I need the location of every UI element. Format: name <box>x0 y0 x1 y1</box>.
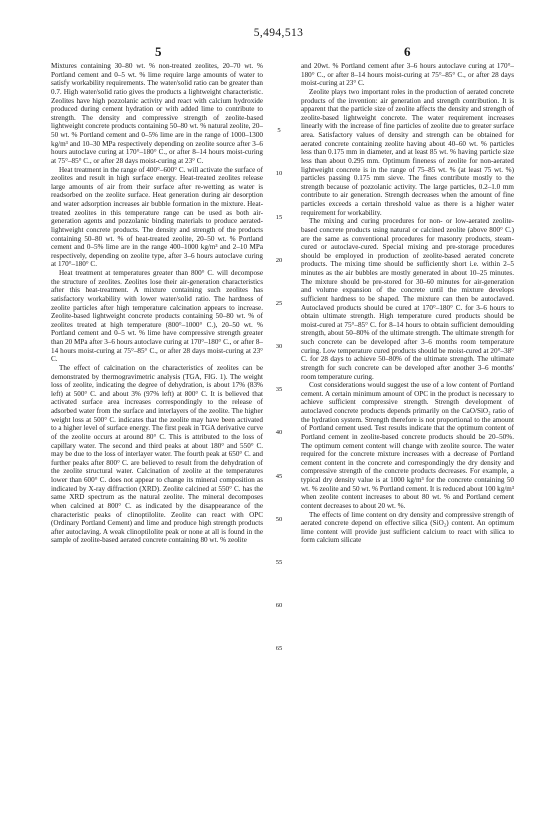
paragraph: The effect of calcination on the characteristics of zeolites can be demonstrated by thermogravimetric analysis (TGA, FIG. 1). The weight loss of zeolite, indicating the degree of dehydration, is about 17% (83% left) at 500° C. and about 3% (97% left) at 800° C. It is believed that activated surface area increases correspondingly to the release of adsorbed water from the surface and interlayers of the zeolite. The higher weight loss at 500° C. indicates that the zeolite may have been activated to a higher level of surface energy. The first peak in TGA derivative curve of the zeolite occurs at around 80° C. This is attributed to the loss of capillary water. The second and third peaks at about 180° and 550° C. may be due to the loss of interlayer water. The fourth peak at 650° C. and further peaks after 800° C. are believed to result from the dehydration of the zeolite structural water. Calcination of zeolite at the temperatures lower than 600° C. does not appear to change its mineral composition as indicated by X-ray diffraction (XRD). Zeolite calcined at 550° C. has the same XRD spectrum as the natural zeolite. The mineral decomposes when calcined at 800° C. as indicated by the disappearance of the characteristic peaks of clinoptilolite. Zeolite can react with OPC (Ordinary Portland Cement) and lime and produce high strength products after autoclaving. A weak clinoptilolite peak or none at all is found in the sample of zeolite-based aerated concrete containing 80 wt. % zeolite <box>51 363 263 545</box>
paragraph: Heat treatment in the range of 400°–600° C. will activate the surface of zeolites and result in high surface energy. Heat-treated zeolites release large amounts of air from their surface after re-wetting as water is readsorbed on the zeolite surface. Heat generation during air desorption and water adsorption increases air bubble formation in the mixture. Heat-treated zeolites in this temperature range can be used as both air-generation agents and pozzolanic binding materials to produce aerated-lightweight concrete products. The density and strength of the products containing 50–80 wt. % of heat-treated zeolite, 20–50 wt. % Portland cement and 0–5% lime are in the range 400–1000 kg/m³ and 2–10 MPa respectively, depending on zeolite type, after 3–6 hours autoclave curing at 170°–180° C. <box>51 165 263 269</box>
line-number: 30 <box>275 343 283 350</box>
line-number: 45 <box>275 473 283 480</box>
line-number: 25 <box>275 300 283 307</box>
left-column <box>51 62 263 545</box>
paragraph: Zeolite plays two important roles in the production of aerated concrete products of the invention: air generation and strength contribution. It is apparent that the particle size of zeolite affects the density and strength of zeolite-based lightweight concrete. The water requirement increases linearly with the increase of fine particles of zeolite due to greater surface area. Satisfactory values of density and strength can be obtained for aerated concrete containing zeolite having about 40–60 wt. % particles less than 0.175 mm in diameter, and at least 85 wt. % having particle size less than about 0.295 mm. Optimum fineness of zeolite for non-aerated lightweight concrete is in the range of 75–85 wt. % (at least 75 wt. %) particles passing 0.175 mm sieve. The fines contribute mostly to the strength because of pozzolanic activity. The large particles, 0.2–1.0 mm contribute to air generation. Strength decreases when the amount of fine particles exceeds a certain threshold value as there is a higher water requirement for workability. <box>301 87 514 217</box>
paragraph: Cost considerations would suggest the use of a low content of Portland cement. A certain minimum amount of OPC in the product is necessary to achieve sufficient compressive strength. Strength development of autoclaved concrete products depends primarily on the CaO/SiO₂ ratio of the hydration system. Strength therefore is not proportional to the amount of Portland cement used. Test results indicate that the optimum content of Portland cement in zeolite-based concrete products should be 20–50%. The optimum cement content will change with zeolite source. The water required for the concrete mixture increases with a decrease of Portland cement content in the concrete and correspondingly the dry density and compressive strength of the concrete products decreases. For example, a typical dry density value is at 1000 kg/m³ for the concrete containing 50 wt. % zeolite and 50 wt. % Portland cement. It is reduced about 100 kg/m³ when zeolite content increases to about 80 wt. % and Portland cement content decreases to about 20 wt. %. <box>301 381 514 510</box>
right-column <box>301 62 514 545</box>
paragraph: Mixtures containing 30–80 wt. % non-treated zeolites, 20–70 wt. % Portland cement and 0–5 wt. % lime require large amounts of water to satisfy workability requirements. The water/solid ratio can be greater than 0.7. High water/solid ratio gives the products a lightweight characteristic. Zeolites have high pozzolanic activity and react with calcium hydroxide produced during cement hydration or with added lime to contribute to strength. The density and compressive strength of zeolite-based lightweight concrete products containing 50–80 wt. % natural zeolite, 20–50 wt. % Portland cement and 0–5% lime are in the range of 1000–1300 kg/m³ and 10–30 MPa respectively depending on zeolite source after 3–6 hours autoclave curing at 170°–180° C., or after 8–14 hours moist-curing at 75°–85° C., or after 28 days moist-curing at 23° C. <box>51 62 263 165</box>
line-number: 65 <box>275 645 283 652</box>
line-number: 15 <box>275 214 283 221</box>
line-number: 60 <box>275 602 283 609</box>
paragraph: The mixing and curing procedures for non- or low-aerated zeolite-based concrete products using natural or calcined zeolite (above 800° C.) are the same as conventional procedures for masonry products, steam-cured or autoclave-cured. Special mixing and pre-storage procedures should be employed in production of zeolite-based aerated concrete products. The mixing time should be sufficiently short i.e. within 2–5 minutes as the air bubbles are mostly generated in about 10–25 minutes. The mixture should be pre-stored for 30–60 minutes for air-generation and volume expansion of the concrete until the mixture develops sufficient hardness to be shaped. The mixture can then be autoclaved. Autoclaved products should be cured at 170°–180° C. for 3–6 hours to obtain ultimate strength. High temperature cured products should be moist-cured at 75°–85° C. for 8–14 hours to obtain sufficient demoulding strength, about 50–80% of the ultimate strength. The ultimate strength for such concrete can be developed after 3–6 months room temperature curing. Low temperature cured products should be moist-cured at 20°–38° C. for 28 days to achieve 50–80% of the ultimate strength. The ultimate strength for such concrete can be developed after another 3–6 months' room temperature curing. <box>301 217 514 381</box>
line-number: 20 <box>275 257 283 264</box>
paragraph: The effects of lime content on dry density and compressive strength of aerated concrete depend on effective silica (SiO₂) content. An optimum lime content will provide just sufficient calcium to react with silica to form calcium silicate <box>301 510 514 545</box>
line-number: 10 <box>275 170 283 177</box>
line-number: 35 <box>275 386 283 393</box>
column-number-right: 6 <box>404 44 411 59</box>
line-number: 50 <box>275 516 283 523</box>
paragraph: and 20wt. % Portland cement after 3–6 hours autoclave curing at 170°–180° C., or after 8–14 hours moist-curing at 75°–85° C., or after 28 days moist-curing at 23° C. <box>301 62 514 88</box>
line-number: 5 <box>277 127 281 134</box>
paragraph: Heat treatment at temperatures greater than 800° C. will decompose the structure of zeolites. Zeolites lose their air-generation characteristics after this heat-treatment. A mixture containing such zeolites has satisfactory workability with lower water/solid ratio. The hardness of zeolite particles after high temperature calcination appears to increase. Zeolite-based lightweight concrete products containing 50–80 wt. % of zeolites treated at high temperature (800°–1000° C.), 20–50 wt. % Portland cement and 0–5 wt. % lime have compressive strength greater than 20 MPa after 3–6 hours autoclave curing at 170°–180° C., or after 8–14 hours moist-curing at 75°–85° C., or after 28 days moist-curing at 23° C. <box>51 269 263 364</box>
column-number-left: 5 <box>155 44 162 59</box>
line-number: 40 <box>275 429 283 436</box>
line-number: 55 <box>275 559 283 566</box>
patent-number: 5,494,513 <box>253 27 304 39</box>
